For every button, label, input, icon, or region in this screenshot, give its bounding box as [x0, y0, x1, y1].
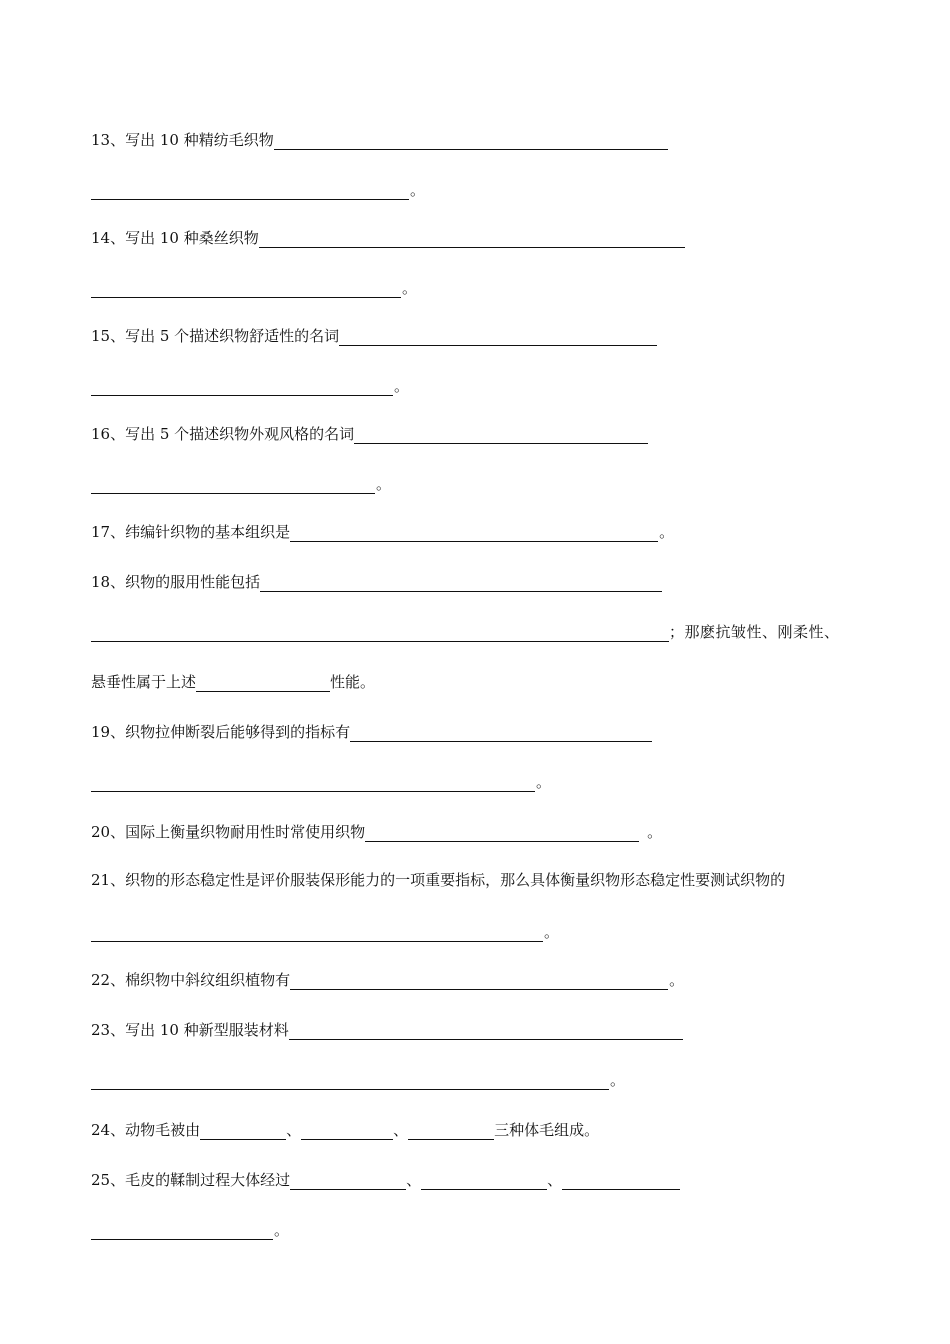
question-22-answer-blank[interactable] — [290, 972, 668, 990]
question-25-answer-blank-4[interactable] — [91, 1222, 273, 1240]
question-13-end: 。 — [410, 181, 426, 199]
question-15-answer-blank-2[interactable] — [91, 378, 393, 396]
question-14-continuation — [91, 278, 417, 298]
question-19 — [91, 722, 652, 742]
question-21-prompt: 21、织物的形态稳定性是评价服装保形能力的一项重要指标，那么具体衡量织物形态稳定性要测试织物的 — [91, 871, 786, 889]
question-13-answer-blank[interactable] — [274, 132, 668, 150]
question-16-answer-blank-2[interactable] — [91, 476, 375, 494]
question-24-sep1: 、 — [286, 1121, 302, 1139]
question-25 — [91, 1170, 680, 1190]
question-16-answer-blank[interactable] — [354, 426, 648, 444]
question-24-end: 三种体毛组成。 — [494, 1121, 600, 1139]
question-25-answer-blank-1[interactable] — [290, 1172, 406, 1190]
question-14 — [91, 228, 685, 248]
question-19-prompt: 19、织物拉伸断裂后能够得到的指标有 — [91, 723, 351, 741]
question-14-prompt: 14、写出 10 种桑丝织物 — [91, 229, 259, 247]
question-22-end: 。 — [669, 971, 685, 989]
question-23-end: 。 — [610, 1071, 626, 1089]
question-22-prompt: 22、棉织物中斜纹组织植物有 — [91, 971, 291, 989]
question-17-end: 。 — [659, 523, 675, 541]
question-23-answer-blank[interactable] — [289, 1022, 683, 1040]
question-24-sep2: 、 — [393, 1121, 409, 1139]
question-20-prompt: 20、国际上衡量织物耐用性时常使用织物 — [91, 823, 366, 841]
question-18-answer-blank[interactable] — [260, 574, 662, 592]
question-17 — [91, 522, 674, 542]
question-25-continuation — [91, 1220, 289, 1240]
question-19-answer-blank[interactable] — [350, 724, 652, 742]
question-16-continuation — [91, 474, 391, 494]
question-13-continuation — [91, 180, 425, 200]
question-18-line3-text: 悬垂性属于上述 — [91, 673, 197, 691]
question-18-continuation — [91, 622, 840, 642]
question-21-end: 。 — [544, 923, 560, 941]
question-19-continuation — [91, 772, 551, 792]
question-18-end: 性能。 — [330, 673, 376, 691]
question-23 — [91, 1020, 683, 1040]
question-18-line3 — [91, 672, 375, 692]
question-21-continuation — [91, 922, 559, 942]
question-18-answer-blank-2[interactable] — [91, 624, 669, 642]
question-20-answer-blank[interactable] — [365, 824, 639, 842]
question-17-prompt: 17、纬编针织物的基本组织是 — [91, 523, 291, 541]
question-16-prompt: 16、写出 5 个描述织物外观风格的名词 — [91, 425, 355, 443]
question-19-end: 。 — [536, 773, 552, 791]
question-24 — [91, 1120, 599, 1140]
question-15-prompt: 15、写出 5 个描述织物舒适性的名词 — [91, 327, 340, 345]
question-24-answer-blank-1[interactable] — [200, 1122, 286, 1140]
question-24-prompt: 24、动物毛被由 — [91, 1121, 201, 1139]
question-25-answer-blank-2[interactable] — [421, 1172, 547, 1190]
question-14-end: 。 — [402, 279, 418, 297]
question-14-answer-blank-2[interactable] — [91, 280, 401, 298]
question-18-mid-text: ；那麽抗皱性、刚柔性、 — [669, 623, 840, 641]
question-18-answer-blank-3[interactable] — [196, 674, 330, 692]
question-15-end: 。 — [394, 377, 410, 395]
question-13-answer-blank-2[interactable] — [91, 182, 409, 200]
question-23-continuation — [91, 1070, 625, 1090]
question-13-prompt: 13、写出 10 种精纺毛织物 — [91, 131, 274, 149]
question-24-answer-blank-2[interactable] — [301, 1122, 393, 1140]
question-23-answer-blank-2[interactable] — [91, 1072, 609, 1090]
question-22 — [91, 970, 684, 990]
question-25-prompt: 25、毛皮的鞣制过程大体经过 — [91, 1171, 291, 1189]
question-21-answer-blank[interactable] — [91, 924, 543, 942]
question-17-answer-blank[interactable] — [290, 524, 658, 542]
question-20-end: 。 — [647, 823, 663, 841]
question-15-answer-blank[interactable] — [339, 328, 657, 346]
question-15 — [91, 326, 657, 346]
question-19-answer-blank-2[interactable] — [91, 774, 535, 792]
question-16-end: 。 — [376, 475, 392, 493]
question-18-prompt: 18、织物的服用性能包括 — [91, 573, 261, 591]
question-24-answer-blank-3[interactable] — [408, 1122, 494, 1140]
question-25-answer-blank-3[interactable] — [562, 1172, 680, 1190]
question-16 — [91, 424, 648, 444]
question-15-continuation — [91, 376, 409, 396]
question-18 — [91, 572, 662, 592]
question-14-answer-blank[interactable] — [259, 230, 685, 248]
question-20 — [91, 822, 662, 842]
question-25-end: 。 — [274, 1221, 290, 1239]
question-25-sep1: 、 — [406, 1171, 422, 1189]
question-23-prompt: 23、写出 10 种新型服装材料 — [91, 1021, 289, 1039]
question-21 — [91, 870, 785, 890]
question-13 — [91, 130, 668, 150]
question-25-sep2: 、 — [547, 1171, 563, 1189]
